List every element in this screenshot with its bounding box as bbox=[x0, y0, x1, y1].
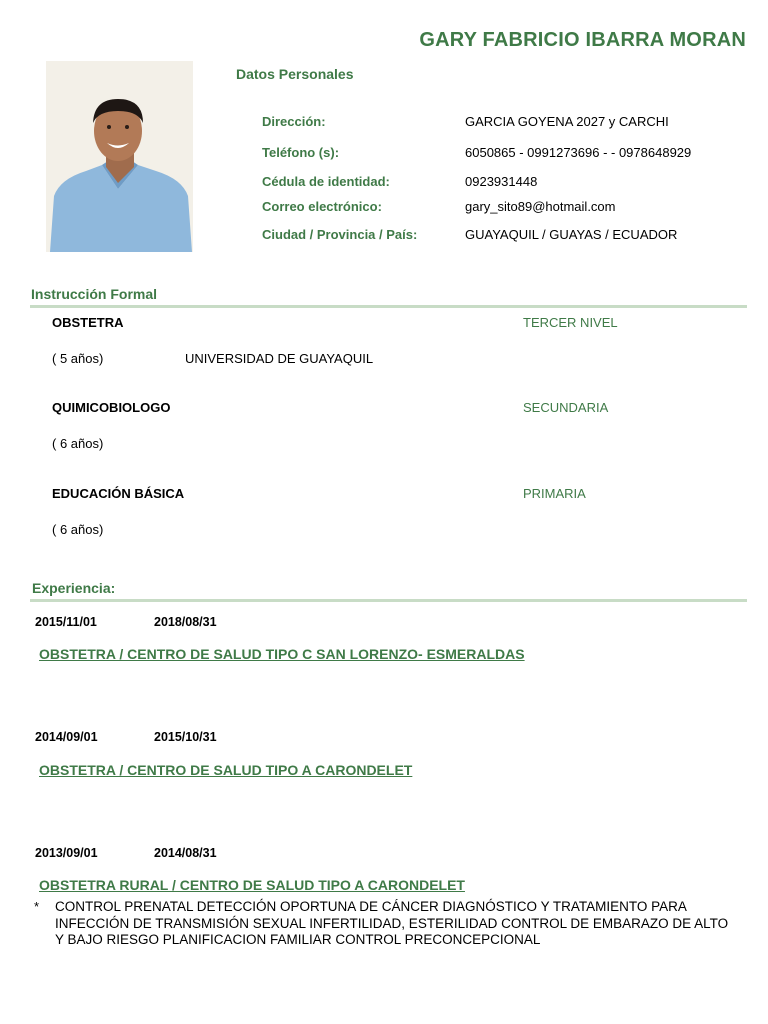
education-years: ( 6 años) bbox=[52, 436, 104, 451]
candidate-name: GARY FABRICIO IBARRA MORAN bbox=[419, 29, 746, 51]
experience-position: OBSTETRA / CENTRO DE SALUD TIPO A CARONDELET bbox=[39, 762, 413, 778]
experience-end-date: 2018/08/31 bbox=[154, 615, 217, 629]
education-institution: UNIVERSIDAD DE GUAYAQUIL bbox=[185, 351, 374, 366]
location-value: GUAYAQUIL / GUAYAS / ECUADOR bbox=[465, 227, 678, 242]
email-label: Correo electrónico: bbox=[262, 199, 382, 214]
id-label: Cédula de identidad: bbox=[262, 174, 390, 189]
education-degree: QUIMICOBIOLOGO bbox=[52, 400, 171, 415]
email-value: gary_sito89@hotmail.com bbox=[465, 199, 616, 214]
experience-start-date: 2013/09/01 bbox=[35, 846, 98, 860]
education-years: ( 5 años) bbox=[52, 351, 104, 366]
education-level: PRIMARIA bbox=[523, 486, 586, 501]
experience-start-date: 2015/11/01 bbox=[35, 615, 97, 629]
experience-end-date: 2015/10/31 bbox=[154, 730, 217, 744]
education-level: TERCER NIVEL bbox=[523, 315, 618, 330]
experience-position: OBSTETRA / CENTRO DE SALUD TIPO C SAN LORENZO- ESMERALDAS bbox=[39, 646, 525, 662]
id-value: 0923931448 bbox=[465, 174, 538, 189]
education-level: SECUNDARIA bbox=[523, 400, 609, 415]
profile-photo bbox=[46, 61, 193, 252]
location-label: Ciudad / Provincia / País: bbox=[262, 227, 418, 242]
education-years: ( 6 años) bbox=[52, 522, 104, 537]
experience-end-date: 2014/08/31 bbox=[154, 846, 217, 860]
experience-duties: CONTROL PRENATAL DETECCIÓN OPORTUNA DE CÁNCER DIAGNÓSTICO Y TRATAMIENTO PARA INFECCIÓN DE TRANSMISIÓN SEXUAL INFERTILIDAD, ESTERILIDAD CONTROL DE EMBARAZO DE ALTO Y BAJO RIESGO PLANIFICACION FAMILIAR CONTROL PRECONCEPCIONAL bbox=[55, 899, 729, 947]
phone-label: Teléfono (s): bbox=[262, 145, 340, 160]
experience-divider bbox=[30, 599, 747, 602]
experience-title: Experiencia: bbox=[32, 580, 116, 596]
phone-value: 6050865 - 0991273696 - - 0978648929 bbox=[465, 145, 692, 160]
experience-position: OBSTETRA RURAL / CENTRO DE SALUD TIPO A CARONDELET bbox=[39, 877, 465, 893]
personal-data-title: Datos Personales bbox=[236, 66, 354, 82]
education-title: Instrucción Formal bbox=[31, 286, 158, 302]
education-divider bbox=[30, 305, 747, 308]
education-degree: EDUCACIÓN BÁSICA bbox=[52, 486, 185, 501]
education-degree: OBSTETRA bbox=[52, 315, 124, 330]
bullet-mark: * bbox=[34, 899, 40, 914]
address-value: GARCIA GOYENA 2027 y CARCHI bbox=[465, 114, 669, 129]
person-photo-icon bbox=[46, 61, 193, 252]
address-label: Dirección: bbox=[262, 114, 326, 129]
experience-start-date: 2014/09/01 bbox=[35, 730, 98, 744]
